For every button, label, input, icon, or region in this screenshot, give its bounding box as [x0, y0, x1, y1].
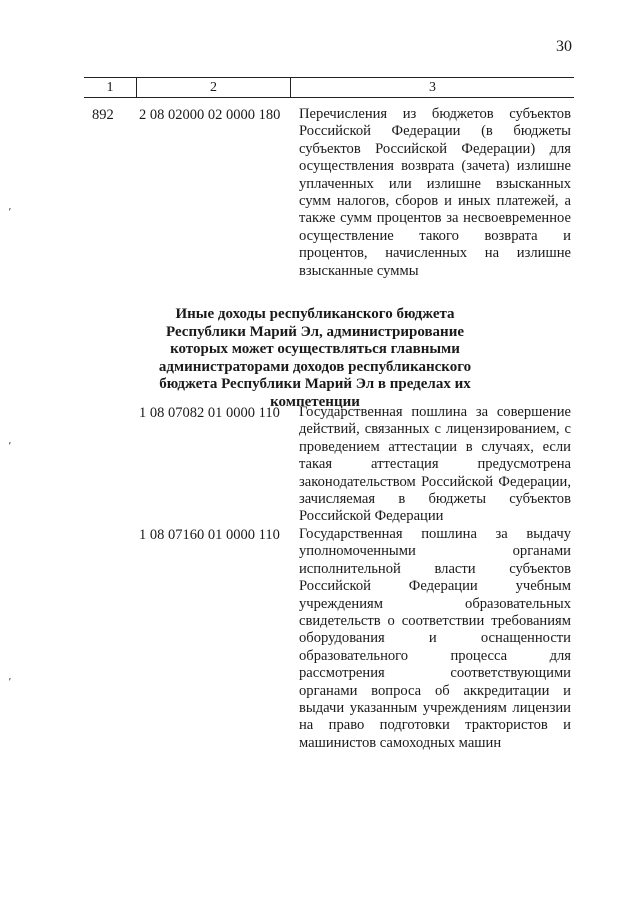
- scan-mark: ’: [8, 440, 12, 453]
- scan-mark: ’: [8, 206, 12, 219]
- admin-code: 892: [92, 107, 114, 123]
- revenue-description: Перечисления из бюджетов субъектов Российской Федерации (в бюджеты субъектов Российской Федерации) для осуществления возврата (зачета) излишне уплаченных или излишне взысканных сумм налогов, сборов и иных платежей, а также сумм процентов за несвоевременное осуществление такого возврата и процентов, начисленных на излишне взысканные суммы: [299, 106, 571, 279]
- scan-mark: ’: [8, 676, 12, 689]
- table-header: [84, 77, 574, 98]
- revenue-code: 1 08 07082 01 0000 110: [139, 405, 280, 421]
- header-col-1: 1: [106, 80, 114, 95]
- section-heading: Иные доходы республиканского бюджета Республики Марий Эл, администрирование которых может осуществляться главными администраторами доходов республиканского бюджета Республики Марий Эл в пределах их компетенции: [158, 306, 472, 410]
- revenue-code: 1 08 07160 01 0000 110: [139, 527, 280, 543]
- page-number: 30: [556, 38, 572, 55]
- revenue-description: Государственная пошлина за выдачу уполномоченными органами исполнительной власти субъектов Российской Федерации учебным учреждениям образовательных свидетельств о соответствии требованиям оборудования и оснащенности образовательного процесса для рассмотрения соответствующими органами вопроса об аккредитации и выдачи указанным учреждениям лицензии на право подготовки трактористов и машинистов самоходных машин: [299, 526, 571, 751]
- revenue-description: Государственная пошлина за совершение действий, связанных с лицензированием, с проведением аттестации в случаях, если такая аттестация предусмотрена законодательством Российской Федерации, зачисляемая в бюджеты субъектов Российской Федерации: [299, 404, 571, 525]
- revenue-code: 2 08 02000 02 0000 180: [139, 107, 281, 123]
- header-col-2: 2: [210, 80, 217, 95]
- header-col-3: 3: [429, 80, 436, 95]
